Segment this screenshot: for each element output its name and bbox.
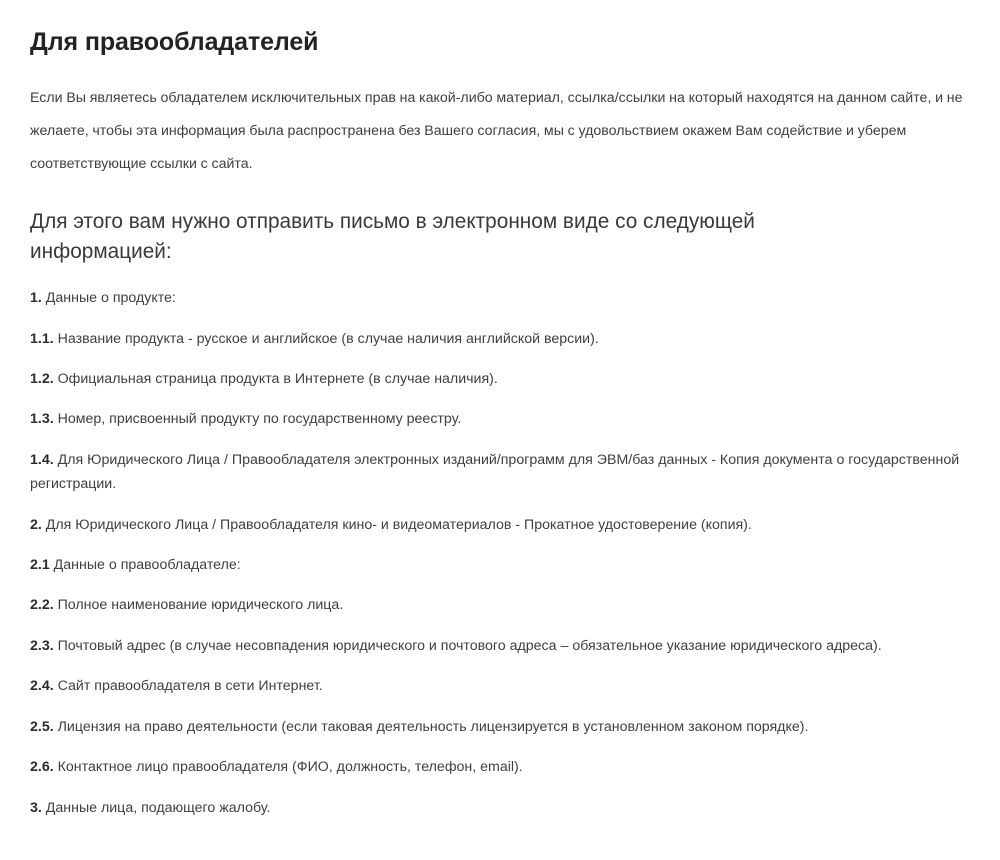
list-item-text: Данные о продукте: <box>41 290 176 307</box>
list-item-text: Лицензия на право деятельности (если таковая деятельность лицензируется в установленном законом порядке). <box>53 718 809 735</box>
list-item-number: 2.4. <box>30 678 54 695</box>
intro-paragraph: Если Вы являетесь обладателем исключительных прав на какой-либо материал, ссылка/ссылки на который находятся на данном сайте, и не желаете, чтобы эта информация была распространена без Вашего согласия, мы с удовольствием окажем Вам содействие и уберем соответствующие ссылки с сайта. <box>30 89 963 172</box>
section-title: Для этого вам нужно отправить письмо в электронном виде со следующей информацией: <box>30 209 755 264</box>
list-item-text: Полное наименование юридического лица. <box>53 597 344 614</box>
list-item <box>30 593 972 617</box>
list-item-number: 2.6. <box>30 759 54 776</box>
list-item-text: Официальная страница продукта в Интернете (в случае наличия). <box>53 370 498 387</box>
requirements-list <box>30 286 972 820</box>
list-item-text: Контактное лицо правообладателя (ФИО, должность, телефон, email). <box>53 759 523 776</box>
list-item <box>30 674 972 698</box>
list-item-number: 1. <box>30 290 42 307</box>
bottom-spacer <box>30 820 972 860</box>
list-item-text: Данные лица, подающего жалобу. <box>41 799 271 816</box>
list-item-text: Сайт правообладателя в сети Интернет. <box>53 678 323 695</box>
list-item <box>30 715 972 739</box>
list-item-number: 2.2. <box>30 597 54 614</box>
list-item-number: 2. <box>30 516 42 533</box>
list-item-text: Для Юридического Лица / Правообладателя кино- и видеоматериалов - Прокатное удостоверение (копия). <box>41 516 752 533</box>
list-item-text: Название продукта - русское и английское (в случае наличия английской версии). <box>53 330 599 347</box>
list-item <box>30 634 972 658</box>
list-item-number: 2.5. <box>30 718 54 735</box>
list-item-number: 1.1. <box>30 330 54 347</box>
list-item-number: 1.4. <box>30 451 54 468</box>
list-item-text: Почтовый адрес (в случае несовпадения юридического и почтового адреса – обязательное указание юридического адреса). <box>53 637 882 654</box>
list-item <box>30 513 972 537</box>
list-item-number: 1.2. <box>30 370 54 387</box>
list-item <box>30 286 972 310</box>
list-item-text: Номер, присвоенный продукту по государственному реестру. <box>53 411 462 428</box>
list-item <box>30 796 972 820</box>
list-item <box>30 367 972 391</box>
list-item-text: Для Юридического Лица / Правообладателя электронных изданий/программ для ЭВМ/баз данных - Копия документа о государственной регистрации. <box>30 451 960 493</box>
list-item-text: Данные о правообладателе: <box>49 557 241 574</box>
list-item-number: 2.3. <box>30 637 54 654</box>
list-item <box>30 755 972 779</box>
list-item-number: 2.1 <box>30 557 50 574</box>
page-title: Для правообладателей <box>30 28 319 56</box>
list-item-number: 3. <box>30 799 42 816</box>
list-item-number: 1.3. <box>30 411 54 428</box>
list-item <box>30 448 972 497</box>
list-item <box>30 327 972 351</box>
list-item <box>30 553 972 577</box>
list-item <box>30 407 972 431</box>
